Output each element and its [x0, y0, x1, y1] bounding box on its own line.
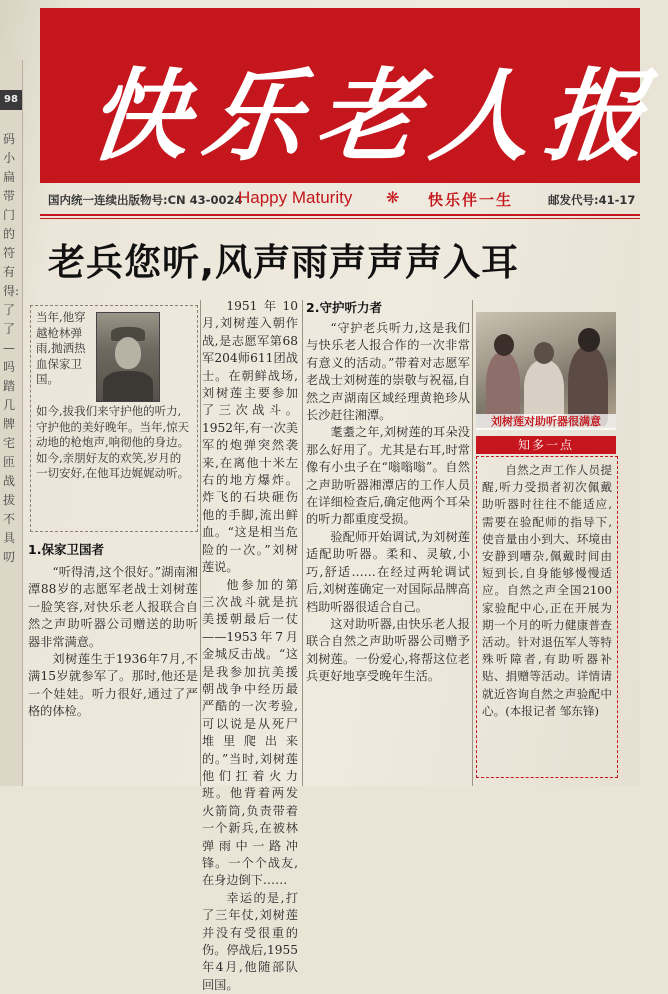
paragraph: 幸运的是,打了三年仗,刘树莲并没有受很重的伤。停战后,1955年4月,他随部队回国。 — [202, 890, 298, 992]
newspaper-title: 快乐老人报 — [82, 57, 666, 175]
issn-number: 国内统一连续出版物号:CN 43-0024 — [48, 193, 243, 207]
post-code: 邮发代号:41-17 — [548, 193, 636, 207]
masthead-banner — [40, 8, 666, 183]
issue-number: 98 — [0, 90, 22, 110]
tip-title: 知多一点 — [476, 436, 616, 454]
paragraph: “听得清,这个很好。”湖南湘潭88岁的志愿军老战士刘树莲一脸笑容,对快乐老人报联合自然之声助听器公司赠送的助听器非常满意。 — [28, 565, 198, 649]
article-column-3 — [306, 298, 470, 686]
masthead-info-bar — [40, 186, 640, 214]
tribute-text-bottom: 如今,拔我们来守护他的听力,守护他的美好晚年。当年,惊天动地的枪炮声,响彻他的身边。如今,亲朋好友的欢笑,岁月的一切安好,在他耳边娓娓动听。 — [36, 404, 190, 481]
tip-text: 自然之声工作人员提醒,听力受损者初次佩戴助听器时往往不能适应,需要在验配师的指导下,使音量由小到大、环境由安静到嘈杂,佩戴时间由短到长,自身能够慢慢适应。自然之声全国2100家验配中心,正在开展为期一个月的听力健康普查活动。针对退伍军人等特殊听障者,有助听器补贴、捐赠等活动。详情请就近咨询自然之声验配中心。(本报记者 邹东锋) — [482, 463, 612, 718]
paragraph: 这对助听器,由快乐老人报联合自然之声助听器公司赠予刘树莲。一份爱心,将帮这位老兵更好地享受晚年生活。 — [306, 616, 470, 684]
paragraph: 耄耋之年,刘树莲的耳朵没那么好用了。尤其是右耳,时常像有小虫子在“嗡嗡嗡”。自然之声助听器湘潭店的工作人员在详细检查后,确定他两个耳朵的听力都重度受损。 — [306, 425, 470, 527]
english-title: Happy Maturity — [238, 188, 353, 207]
paragraph: 验配师开始调试,为刘树莲适配助听器。柔和、灵敏,小巧,舒适……在经过两轮调试后,刘树莲确定一对国际品牌高档助听器很适合自己。 — [306, 529, 470, 614]
tribute-text-top: 当年,他穿越枪林弹雨,抛洒热血保家卫国。 — [36, 310, 86, 387]
veteran-portrait — [96, 312, 160, 402]
article-headline: 老兵您听,风声雨声声声入耳 — [48, 241, 520, 284]
masthead-rule-thin — [40, 218, 640, 219]
paragraph: “守护老兵听力,这是我们与快乐老人报合作的一次非常有意义的活动。”带着对志愿军老战士刘树莲的崇敬与祝福,自然之声湖南区域经理黄艳珍从长沙赶往湘潭。 — [306, 321, 470, 423]
column-divider — [200, 300, 201, 786]
column-divider — [302, 300, 303, 786]
adjacent-page-edge — [0, 60, 23, 786]
article-photo — [476, 312, 616, 428]
section-2-title: 2.守护听力者 — [306, 300, 382, 315]
column-divider — [472, 300, 473, 786]
adjacent-column-text: 码小扁带门的符有得: 了了—吗踏几牌宅 匝 战拔不具叨 — [3, 132, 20, 564]
article-column-1 — [28, 540, 198, 721]
paragraph: 1951年10月,刘树莲入朝作战,是志愿军第68军204师611团战士。在朝鲜战场,刘树莲主要参加了三次战斗。1952年,有一次美军的炮弹突然袭来,在离他十米左右的地方爆炸。炸飞的石块砸伤他的手脚,流出鲜血。“这是相当危险的一次。”刘树莲说。 — [202, 299, 298, 575]
slogan: 快乐伴一生 — [428, 191, 514, 209]
paragraph: 刘树莲生于1936年7月,不满15岁就参军了。那时,他还是一个娃娃。听力很好,通过了严格的体检。 — [28, 652, 198, 719]
paragraph: 他参加的第三次战斗就是抗美援朝最后一仗——1953年7月金城反击战。“这是我参加抗美援朝战争中经历最严酷的一次考验,可以说是从死尸堆里爬出来的。”当时,刘树莲他们扛着火力班。他背着两发火箭筒,负责带着一个新兵,在被林弹雨中一路冲锋。一个个战友,在身边倒下…… — [202, 577, 298, 888]
photo-caption: 刘树莲对助听器很满意 — [476, 414, 616, 430]
article-column-2 — [202, 298, 298, 994]
section-1-title: 1.保家卫国者 — [28, 542, 104, 557]
masthead-rule — [40, 214, 640, 216]
maple-leaf-icon: ❋ — [386, 188, 400, 207]
